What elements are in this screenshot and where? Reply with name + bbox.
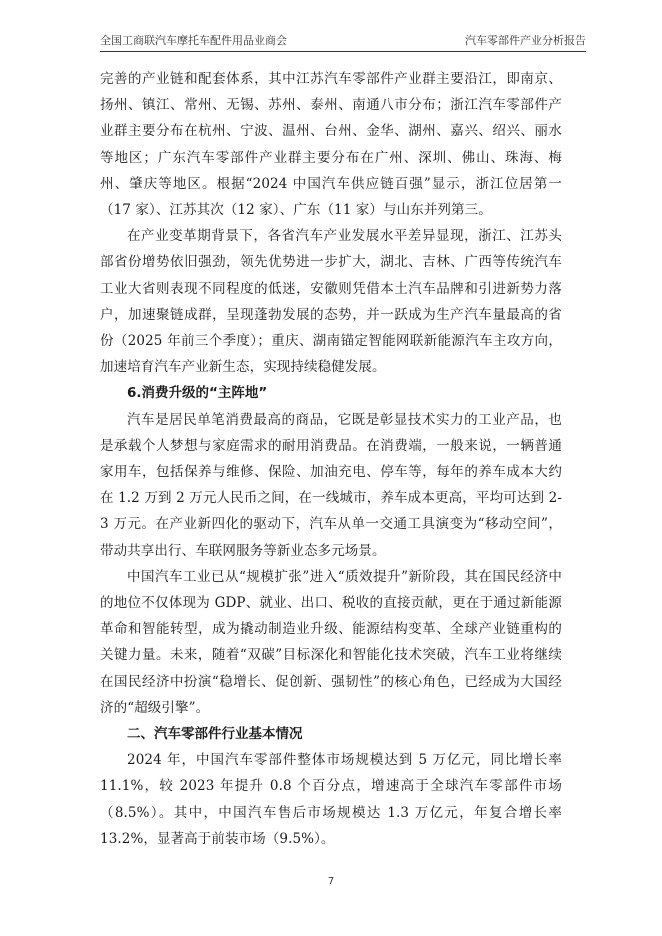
body-paragraph: 在产业变革期背景下，各省汽车产业发展水平差异显现，浙江、江苏头部省份增势依旧强劲，领先优势进一步扩大，湖北、吉林、广西等传统汽车工业大省则表现不同程度的低迷，安徽则凭借本土汽车品牌和引进新势力落户，加速聚链成群，呈现蓬勃发展的态势，并一跃成为生产汽车量最高的省份（2025 年前三个季度）；重庆、湖南锚定智能网联新能源汽车主攻方向，加速培育汽车产业新生态，实现持续稳健发展。 bbox=[100, 228, 562, 376]
header-report-title: 汽车零部件产业分析报告 bbox=[465, 34, 586, 47]
body-paragraph: 完善的产业链和配套体系，其中江苏汽车零部件产业群主要沿江，即南京、扬州、镇江、常州、无锡、苏州、泰州、南通八市分布；浙江汽车零部件产业群主要分布在杭州、宁波、温州、台州、金华、湖州、嘉兴、绍兴、丽水等地区；广东汽车零部件产业群主要分布在广州、深圳、佛山、珠海、梅州、肇庆等地区。根据“2024 中国汽车供应链百强”显示，浙江位居第一（17 家）、江苏其次（12 家）、广东（11 家）与山东并列第三。 bbox=[100, 71, 562, 219]
page-number: 7 bbox=[327, 876, 335, 887]
body-paragraph: 中国汽车工业已从“规模扩张”进入“质效提升”新阶段，其在国民经济中的地位不仅体现为 GDP、就业、出口、税收的直接贡献，更在于通过新能源革命和智能转型，成为撬动制造业升级、能源结构变革、全球产业链重构的关键力量。未来，随着“双碳”目标深化和智能化技术突破，汽车工业将继续在国民经济中扮演“稳增长、促创新、强韧性”的核心角色，已经成为大国经济的“超级引擎”。 bbox=[100, 568, 562, 716]
body-paragraph: 汽车是居民单笔消费最高的商品，它既是彰显技术实力的工业产品，也是承载个人梦想与家庭需求的耐用消费品。在消费端，一般来说，一辆普通家用车，包括保养与维修、保险、加油充电、停车等，每年的养车成本大约在 1.2 万到 2 万元人民币之间，在一线城市，养车成本更高，平均可达到 2-3 万元。在产业新四化的驱动下，汽车从单一交通工具演变为“移动空间”，带动共享出行、车联网服务等新业态多元场景。 bbox=[100, 411, 562, 559]
page-body bbox=[100, 66, 562, 852]
header-organization: 全国工商联汽车摩托车配件用品业商会 bbox=[100, 34, 287, 47]
section-heading: 6.消费升级的“主阵地” bbox=[127, 385, 268, 402]
chapter-heading: 二、汽车零部件行业基本情况 bbox=[127, 726, 303, 743]
body-paragraph: 2024 年，中国汽车零部件整体市场规模达到 5 万亿元，同比增长率 11.1%，较 2023 年提升 0.8 个百分点，增速高于全球汽车零部件市场（8.5%）。其中，中国汽车售后市场规模达 1.3 万亿元，年复合增长率 13.2%，显著高于前装市场（9.5%）。 bbox=[100, 752, 562, 847]
page-header bbox=[100, 26, 586, 52]
